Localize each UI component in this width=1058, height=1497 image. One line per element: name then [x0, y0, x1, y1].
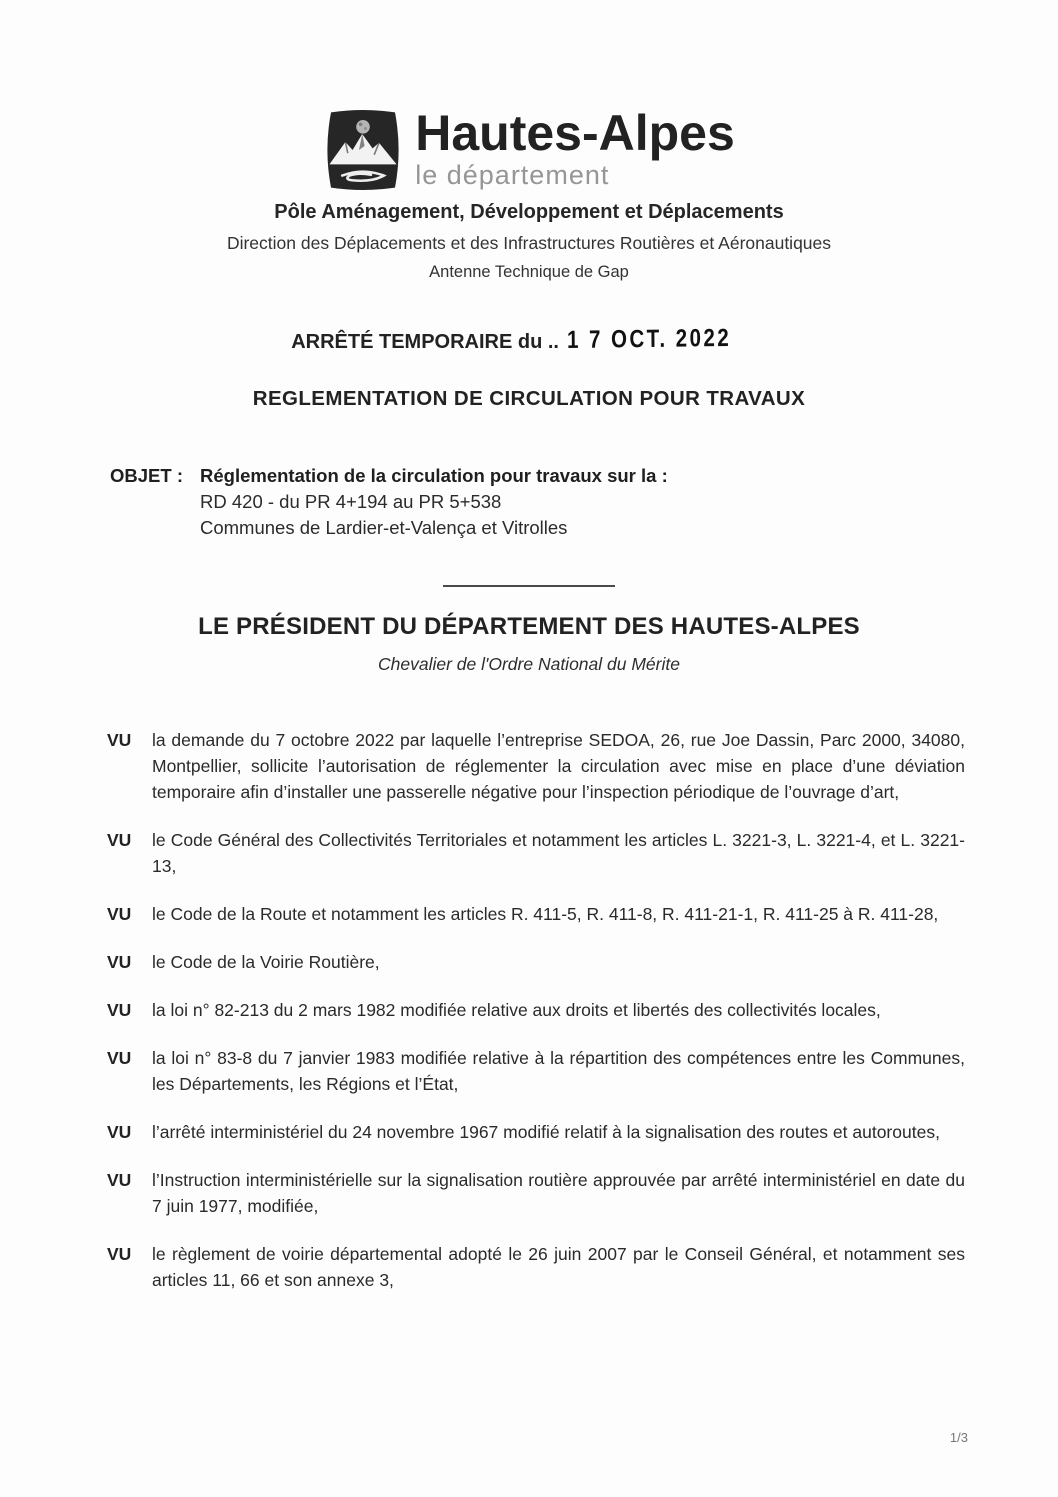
objet-label: OBJET : [110, 465, 183, 486]
objet-line-1: Réglementation de la circulation pour travaux sur la : [200, 465, 668, 486]
vu-row [107, 1119, 965, 1145]
vu-label: VU [107, 952, 132, 972]
brand-name: Hautes-Alpes [415, 105, 735, 161]
vu-row [107, 1167, 965, 1219]
date-stamp: 1 7 OCT. 2022 [566, 323, 731, 354]
vu-label: VU [107, 1048, 132, 1068]
vu-text: l’arrêté interministériel du 24 novembre 1967 modifié relatif à la signalisation des routes et autoroutes, [152, 1122, 940, 1142]
page-number: 1/3 [949, 1430, 968, 1445]
arrete-title-prefix: ARRÊTÉ TEMPORAIRE du .. [291, 331, 559, 353]
vu-list [107, 727, 965, 1293]
vu-row [107, 1241, 965, 1293]
vu-text: la demande du 7 octobre 2022 par laquelle l’entreprise SEDOA, 26, rue Joe Dassin, Parc 2000, 34080, Montpellier, sollicite l’autorisation de réglementer la circulation avec mise en place d’une déviation temporaire afin d’installer une passerelle négative pour l’inspection périodique de l’ouvrage d’art, [152, 730, 965, 802]
header-antenne: Antenne Technique de Gap [429, 263, 629, 281]
section-divider [443, 585, 615, 587]
objet-line-2: RD 420 - du PR 4+194 au PR 5+538 [200, 491, 502, 512]
vu-label: VU [107, 1244, 132, 1264]
header-direction: Direction des Déplacements et des Infrastructures Routières et Aéronautiques [226, 233, 832, 253]
vu-text: le règlement de voirie départemental adopté le 26 juin 2007 par le Conseil Général, et notamment ses articles 11, 66 et son annexe 3, [152, 1244, 965, 1290]
header-pole: Pôle Aménagement, Développement et Déplacements [274, 201, 784, 223]
objet-line-3: Communes de Lardier-et-Valença et Vitrolles [200, 517, 568, 538]
logo-wordmark [415, 105, 735, 190]
vu-label: VU [107, 1122, 132, 1142]
vu-label: VU [107, 1000, 132, 1020]
vu-label: VU [107, 904, 132, 924]
vu-text: le Code de la Voirie Routière, [152, 952, 380, 972]
vu-row [107, 949, 965, 975]
objet-lines [200, 463, 668, 541]
vu-row [107, 827, 965, 879]
vu-text: le Code Général des Collectivités Territoriales et notamment les articles L. 3221-3, L. 3221-4, et L. 3221-13, [152, 830, 965, 876]
vu-row [107, 727, 965, 805]
vu-label: VU [107, 730, 132, 750]
header-logo-row [0, 0, 1058, 192]
vu-row [107, 997, 965, 1023]
arrete-title [0, 323, 1058, 355]
vu-text: la loi n° 83-8 du 7 janvier 1983 modifiée relative à la répartition des compétences entre les Communes, les Départements, les Régions et l’État, [152, 1048, 965, 1094]
vu-text: la loi n° 82-213 du 2 mars 1982 modifiée relative aux droits et libertés des collectivités locales, [152, 1000, 881, 1020]
president-subtitle: Chevalier de l'Ordre National du Mérite [378, 654, 680, 674]
hautes-alpes-logo-icon [323, 108, 403, 192]
vu-text: le Code de la Route et notamment les articles R. 411-5, R. 411-8, R. 411-21-1, R. 411-25 à R. 411-28, [152, 904, 939, 924]
objet-section [110, 463, 1058, 541]
vu-row [107, 1045, 965, 1097]
vu-text: l’Instruction interministérielle sur la signalisation routière approuvée par arrêté interministériel en date du 7 juin 1977, modifiée, [152, 1170, 965, 1216]
vu-row [107, 901, 965, 927]
reglementation-title: REGLEMENTATION DE CIRCULATION POUR TRAVAUX [252, 387, 806, 410]
vu-label: VU [107, 1170, 132, 1190]
president-title: LE PRÉSIDENT DU DÉPARTEMENT DES HAUTES-ALPES [198, 613, 860, 640]
vu-label: VU [107, 830, 132, 850]
brand-tagline: le département [415, 160, 610, 190]
